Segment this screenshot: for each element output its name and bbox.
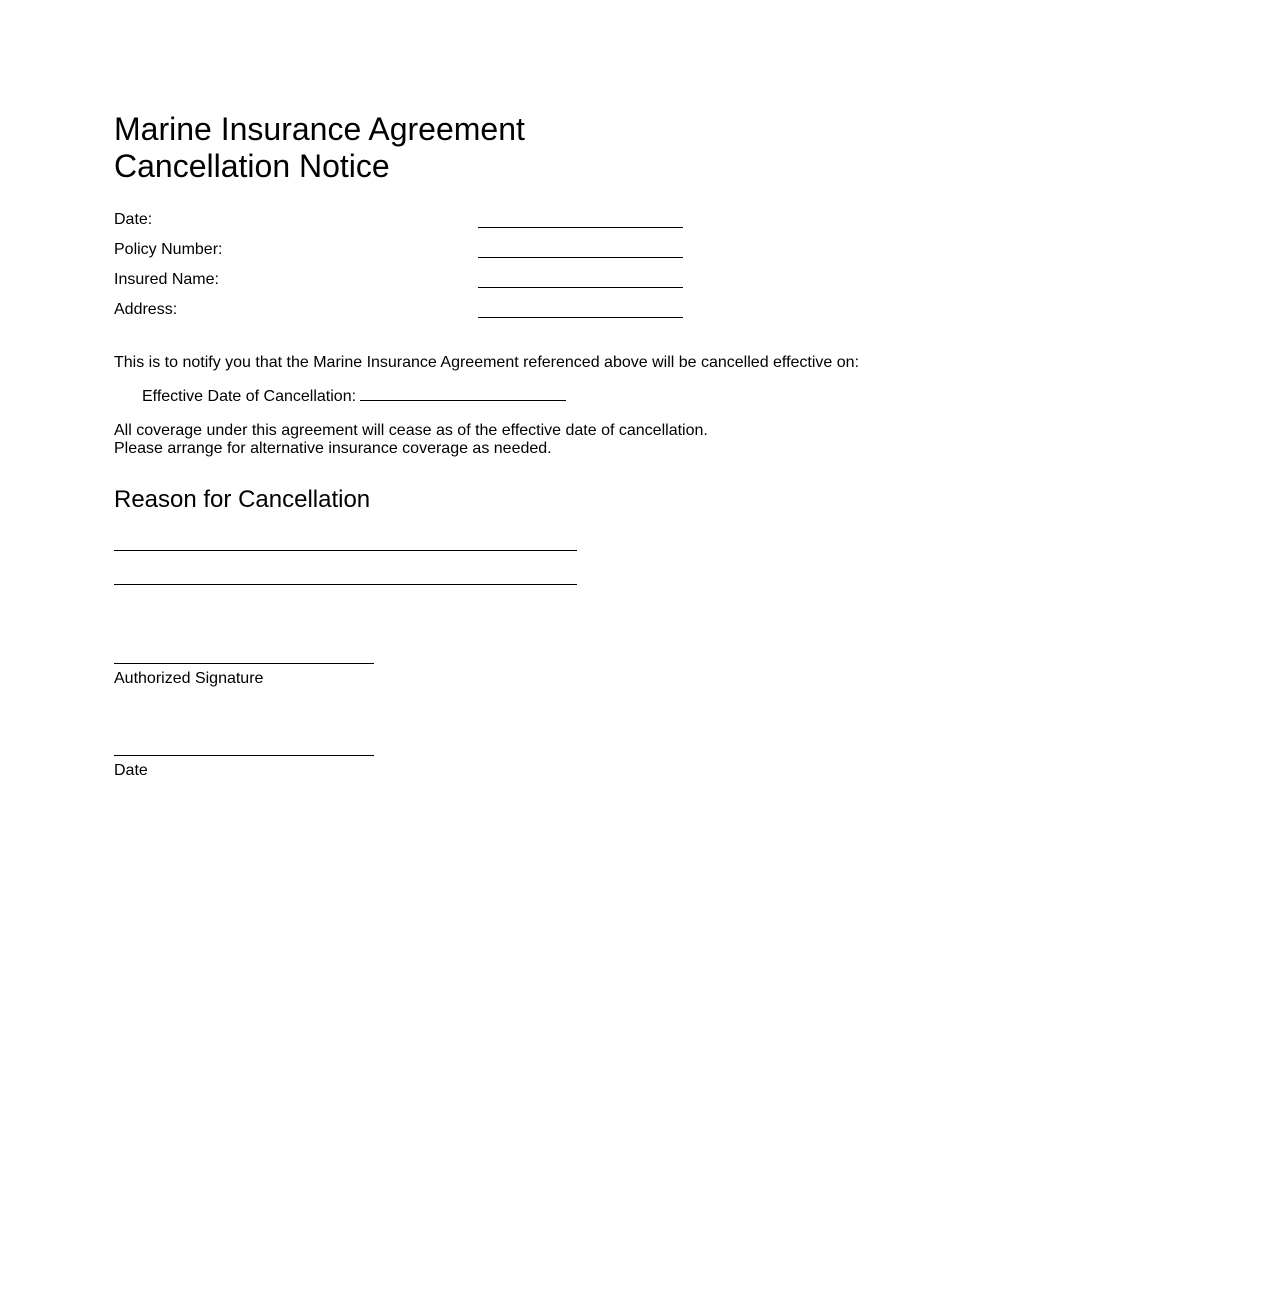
reason-blank-line-1[interactable]	[114, 550, 577, 551]
field-insured-name-blank[interactable]	[478, 287, 683, 288]
field-insured-name	[114, 269, 1164, 299]
field-policy-number	[114, 239, 1164, 269]
field-policy-number-blank[interactable]	[478, 257, 683, 258]
coverage-line-2: Please arrange for alternative insurance coverage as needed.	[114, 440, 552, 457]
title-line-1: Marine Insurance Agreement	[114, 111, 525, 147]
coverage-paragraph	[114, 422, 708, 458]
field-address	[114, 299, 1164, 329]
notice-paragraph: This is to notify you that the Marine Insurance Agreement referenced above will be cancelled effective on:	[114, 354, 860, 371]
title-line-2: Cancellation Notice	[114, 148, 390, 184]
cancellation-notice-document	[114, 111, 1164, 779]
date-label: Date	[114, 762, 148, 779]
signature-blank[interactable]	[114, 663, 374, 664]
reason-heading: Reason for Cancellation	[114, 486, 371, 513]
field-insured-name-label: Insured Name:	[114, 271, 219, 288]
signature-label: Authorized Signature	[114, 670, 264, 687]
date-blank[interactable]	[114, 755, 374, 756]
field-address-blank[interactable]	[478, 317, 683, 318]
field-date-label: Date:	[114, 211, 153, 228]
field-policy-number-label: Policy Number:	[114, 241, 223, 258]
reason-blank-line-2[interactable]	[114, 584, 577, 585]
header-fields	[114, 209, 1164, 329]
effective-date-blank[interactable]	[360, 399, 566, 401]
field-address-label: Address:	[114, 301, 178, 318]
coverage-line-1: All coverage under this agreement will cease as of the effective date of cancellation.	[114, 422, 708, 439]
effective-date-label: Effective Date of Cancellation:	[142, 388, 357, 405]
effective-date-row	[142, 388, 566, 406]
document-title	[114, 111, 1164, 185]
field-date	[114, 209, 1164, 239]
field-date-blank[interactable]	[478, 227, 683, 228]
